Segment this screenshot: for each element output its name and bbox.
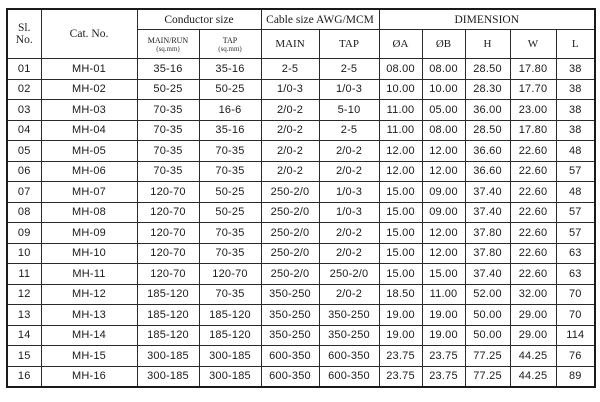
dim-h-cell: 28.50: [465, 59, 510, 80]
cat-no-cell: MH-05: [41, 141, 137, 162]
tap-cell: 70-35: [199, 161, 261, 182]
sl-no-cell: 03: [7, 100, 41, 121]
sl-no-cell: 04: [7, 120, 41, 141]
dim-a-cell: 12.00: [379, 161, 422, 182]
sl-no-cell: 14: [7, 325, 41, 346]
dim-h-cell: 50.00: [465, 325, 510, 346]
tap-cell: 120-70: [199, 264, 261, 285]
dim-a-cell: 15.00: [379, 202, 422, 223]
spec-table-container: [6, 8, 594, 392]
dim-b-cell: 19.00: [422, 325, 465, 346]
dim-w-cell: 22.60: [510, 161, 556, 182]
dim-b-cell: 08.00: [422, 120, 465, 141]
table-row: [7, 223, 595, 244]
cable-tap-cell: 2/0-2: [319, 141, 379, 162]
sl-no-cell: 11: [7, 264, 41, 285]
dim-h-cell: 37.40: [465, 202, 510, 223]
sl-no-label-1: Sl.: [18, 22, 31, 34]
dim-a-cell: 23.75: [379, 366, 422, 387]
dim-b-cell: 12.00: [422, 161, 465, 182]
cable-main-cell: 2/0-2: [261, 120, 319, 141]
sl-no-cell: 15: [7, 346, 41, 367]
cable-tap-cell: 1/0-3: [319, 182, 379, 203]
dim-l-cell: 48: [556, 182, 595, 203]
main-run-label: MAIN/RUN: [147, 35, 189, 45]
dim-a-cell: 12.00: [379, 141, 422, 162]
dim-h-cell: 52.00: [465, 284, 510, 305]
main-run-cell: 120-70: [137, 202, 199, 223]
cable-main-cell: 250-2/0: [261, 264, 319, 285]
main-run-cell: 120-70: [137, 182, 199, 203]
sl-no-cell: 13: [7, 305, 41, 326]
cable-tap-cell: 600-350: [319, 346, 379, 367]
dim-w-cell: 32.00: [510, 284, 556, 305]
cable-tap-cell: 2/0-2: [319, 284, 379, 305]
sl-no-label-2: No.: [15, 34, 33, 46]
cable-tap-cell: 2/0-2: [319, 223, 379, 244]
dim-h-cell: 77.25: [465, 366, 510, 387]
main-run-cell: 185-120: [137, 284, 199, 305]
dim-l-cell: 48: [556, 141, 595, 162]
dim-b-cell: 19.00: [422, 305, 465, 326]
dim-w-cell: 22.60: [510, 223, 556, 244]
cable-tap-cell: 2/0-2: [319, 243, 379, 264]
cable-main-cell: 350-250: [261, 284, 319, 305]
dim-l-cell: 63: [556, 243, 595, 264]
dim-w-cell: 22.60: [510, 202, 556, 223]
main-run-unit: (sq.mm): [156, 44, 180, 53]
dim-w-cell: 29.00: [510, 305, 556, 326]
cable-main-cell: 2/0-2: [261, 141, 319, 162]
tap-cell: 300-185: [199, 366, 261, 387]
cable-tap-cell: 2-5: [319, 120, 379, 141]
table-row: [7, 366, 595, 387]
cable-tap-header: TAP: [319, 30, 379, 59]
table-header: [7, 9, 595, 59]
dim-l-cell: 114: [556, 325, 595, 346]
dim-h-cell: 37.80: [465, 243, 510, 264]
main-run-cell: 300-185: [137, 346, 199, 367]
dimension-header: DIMENSION: [379, 9, 595, 30]
dim-b-cell: 08.00: [422, 59, 465, 80]
cat-no-cell: MH-13: [41, 305, 137, 326]
header-group-row: [7, 9, 595, 30]
cable-tap-cell: 5-10: [319, 100, 379, 121]
cat-no-header: Cat. No.: [41, 9, 137, 59]
dim-a-cell: 23.75: [379, 346, 422, 367]
sl-no-cell: 12: [7, 284, 41, 305]
dim-b-cell: 09.00: [422, 202, 465, 223]
tap-header: [199, 30, 261, 59]
conductor-size-header: Conductor size: [137, 9, 261, 30]
sl-no-cell: 09: [7, 223, 41, 244]
cable-main-cell: 2/0-2: [261, 100, 319, 121]
cable-main-cell: 250-2/0: [261, 182, 319, 203]
table-row: [7, 346, 595, 367]
dim-h-cell: 77.25: [465, 346, 510, 367]
tap-cell: 50-25: [199, 202, 261, 223]
dim-w-header: W: [510, 30, 556, 59]
dim-h-cell: 28.30: [465, 79, 510, 100]
dim-a-cell: 10.00: [379, 79, 422, 100]
dim-h-cell: 37.40: [465, 182, 510, 203]
main-run-cell: 120-70: [137, 264, 199, 285]
dim-w-cell: 44.25: [510, 346, 556, 367]
cable-main-cell: 250-2/0: [261, 243, 319, 264]
sl-no-cell: 07: [7, 182, 41, 203]
tap-cell: 300-185: [199, 346, 261, 367]
table-row: [7, 141, 595, 162]
dim-b-cell: 10.00: [422, 79, 465, 100]
dim-a-cell: 11.00: [379, 120, 422, 141]
dim-h-cell: 36.00: [465, 100, 510, 121]
cable-size-header: Cable size AWG/MCM: [261, 9, 379, 30]
dim-w-cell: 17.80: [510, 120, 556, 141]
cat-no-cell: MH-07: [41, 182, 137, 203]
dim-l-cell: 57: [556, 161, 595, 182]
cable-tap-cell: 350-250: [319, 325, 379, 346]
cable-tap-cell: 2-5: [319, 59, 379, 80]
cat-no-cell: MH-06: [41, 161, 137, 182]
cable-main-cell: 250-2/0: [261, 202, 319, 223]
main-run-cell: 300-185: [137, 366, 199, 387]
sl-no-cell: 10: [7, 243, 41, 264]
dim-a-cell: 15.00: [379, 182, 422, 203]
tap-cell: 50-25: [199, 79, 261, 100]
cat-no-cell: MH-15: [41, 346, 137, 367]
dim-a-cell: 15.00: [379, 223, 422, 244]
dim-w-cell: 22.60: [510, 141, 556, 162]
dim-l-cell: 76: [556, 346, 595, 367]
tap-cell: 185-120: [199, 305, 261, 326]
cat-no-cell: MH-12: [41, 284, 137, 305]
dim-l-cell: 38: [556, 79, 595, 100]
dim-a-cell: 15.00: [379, 264, 422, 285]
dim-l-cell: 38: [556, 120, 595, 141]
dimension-spec-table: [6, 8, 596, 388]
tap-cell: 16-6: [199, 100, 261, 121]
cable-main-cell: 250-2/0: [261, 223, 319, 244]
main-run-cell: 185-120: [137, 305, 199, 326]
cat-no-cell: MH-10: [41, 243, 137, 264]
tap-label: TAP: [222, 35, 238, 45]
table-row: [7, 264, 595, 285]
dim-a-cell: 19.00: [379, 325, 422, 346]
main-run-cell: 70-35: [137, 161, 199, 182]
dim-l-cell: 70: [556, 305, 595, 326]
sl-no-cell: 01: [7, 59, 41, 80]
dim-h-cell: 50.00: [465, 305, 510, 326]
dim-l-header: L: [556, 30, 595, 59]
dim-a-cell: 11.00: [379, 100, 422, 121]
dim-b-cell: 11.00: [422, 284, 465, 305]
dim-w-cell: 44.25: [510, 366, 556, 387]
cable-main-cell: 350-250: [261, 325, 319, 346]
dim-l-cell: 89: [556, 366, 595, 387]
tap-cell: 35-16: [199, 59, 261, 80]
dim-l-cell: 57: [556, 223, 595, 244]
dim-w-cell: 22.60: [510, 182, 556, 203]
dim-b-cell: 12.00: [422, 243, 465, 264]
dim-a-cell: 15.00: [379, 243, 422, 264]
table-row: [7, 325, 595, 346]
cat-no-cell: MH-01: [41, 59, 137, 80]
cable-main-header: MAIN: [261, 30, 319, 59]
cable-tap-cell: 250-2/0: [319, 264, 379, 285]
cable-main-cell: 2-5: [261, 59, 319, 80]
dim-a-header: ØA: [379, 30, 422, 59]
dim-l-cell: 57: [556, 202, 595, 223]
cable-tap-cell: 600-350: [319, 366, 379, 387]
cat-no-cell: MH-11: [41, 264, 137, 285]
table-row: [7, 284, 595, 305]
dim-a-cell: 18.50: [379, 284, 422, 305]
dim-b-cell: 15.00: [422, 264, 465, 285]
tap-cell: 70-35: [199, 243, 261, 264]
main-run-cell: 120-70: [137, 243, 199, 264]
cat-no-cell: MH-16: [41, 366, 137, 387]
main-run-cell: 70-35: [137, 120, 199, 141]
dim-h-header: H: [465, 30, 510, 59]
tap-cell: 70-35: [199, 141, 261, 162]
dim-h-cell: 37.40: [465, 264, 510, 285]
cat-no-cell: MH-08: [41, 202, 137, 223]
dim-w-cell: 17.80: [510, 59, 556, 80]
sl-no-cell: 08: [7, 202, 41, 223]
main-run-cell: 120-70: [137, 223, 199, 244]
tap-cell: 70-35: [199, 284, 261, 305]
dim-l-cell: 63: [556, 264, 595, 285]
cable-main-cell: 600-350: [261, 366, 319, 387]
dim-b-cell: 05.00: [422, 100, 465, 121]
table-row: [7, 305, 595, 326]
dim-a-cell: 08.00: [379, 59, 422, 80]
dim-b-cell: 12.00: [422, 223, 465, 244]
cable-main-cell: 350-250: [261, 305, 319, 326]
cable-tap-cell: 1/0-3: [319, 79, 379, 100]
cable-tap-cell: 2/0-2: [319, 161, 379, 182]
sl-no-cell: 02: [7, 79, 41, 100]
dim-w-cell: 22.60: [510, 243, 556, 264]
dim-w-cell: 29.00: [510, 325, 556, 346]
dim-w-cell: 17.70: [510, 79, 556, 100]
cable-main-cell: 1/0-3: [261, 79, 319, 100]
dim-b-header: ØB: [422, 30, 465, 59]
cable-tap-cell: 1/0-3: [319, 202, 379, 223]
dim-b-cell: 12.00: [422, 141, 465, 162]
table-row: [7, 59, 595, 80]
main-run-cell: 70-35: [137, 141, 199, 162]
cat-no-cell: MH-09: [41, 223, 137, 244]
tap-cell: 185-120: [199, 325, 261, 346]
sl-no-cell: 16: [7, 366, 41, 387]
tap-cell: 70-35: [199, 223, 261, 244]
sl-no-cell: 06: [7, 161, 41, 182]
table-row: [7, 79, 595, 100]
main-run-cell: 185-120: [137, 325, 199, 346]
cat-no-cell: MH-14: [41, 325, 137, 346]
dim-a-cell: 19.00: [379, 305, 422, 326]
table-row: [7, 182, 595, 203]
cat-no-cell: MH-02: [41, 79, 137, 100]
cable-tap-cell: 350-250: [319, 305, 379, 326]
table-body: [7, 59, 595, 388]
table-row: [7, 120, 595, 141]
dim-h-cell: 28.50: [465, 120, 510, 141]
dim-h-cell: 36.60: [465, 141, 510, 162]
table-row: [7, 161, 595, 182]
main-run-cell: 50-25: [137, 79, 199, 100]
cable-main-cell: 600-350: [261, 346, 319, 367]
dim-b-cell: 23.75: [422, 366, 465, 387]
cable-main-cell: 2/0-2: [261, 161, 319, 182]
sl-no-header: [7, 9, 41, 59]
main-run-cell: 35-16: [137, 59, 199, 80]
cat-no-cell: MH-03: [41, 100, 137, 121]
dim-l-cell: 38: [556, 100, 595, 121]
dim-h-cell: 37.80: [465, 223, 510, 244]
tap-cell: 50-25: [199, 182, 261, 203]
tap-cell: 35-16: [199, 120, 261, 141]
dim-w-cell: 23.00: [510, 100, 556, 121]
table-row: [7, 100, 595, 121]
tap-unit: (sq.mm): [218, 44, 242, 53]
dim-l-cell: 38: [556, 59, 595, 80]
table-row: [7, 202, 595, 223]
cat-no-cell: MH-04: [41, 120, 137, 141]
dim-h-cell: 36.60: [465, 161, 510, 182]
sl-no-cell: 05: [7, 141, 41, 162]
dim-b-cell: 09.00: [422, 182, 465, 203]
main-run-cell: 70-35: [137, 100, 199, 121]
main-run-header: [137, 30, 199, 59]
dim-w-cell: 22.60: [510, 264, 556, 285]
table-row: [7, 243, 595, 264]
dim-b-cell: 23.75: [422, 346, 465, 367]
dim-l-cell: 70: [556, 284, 595, 305]
